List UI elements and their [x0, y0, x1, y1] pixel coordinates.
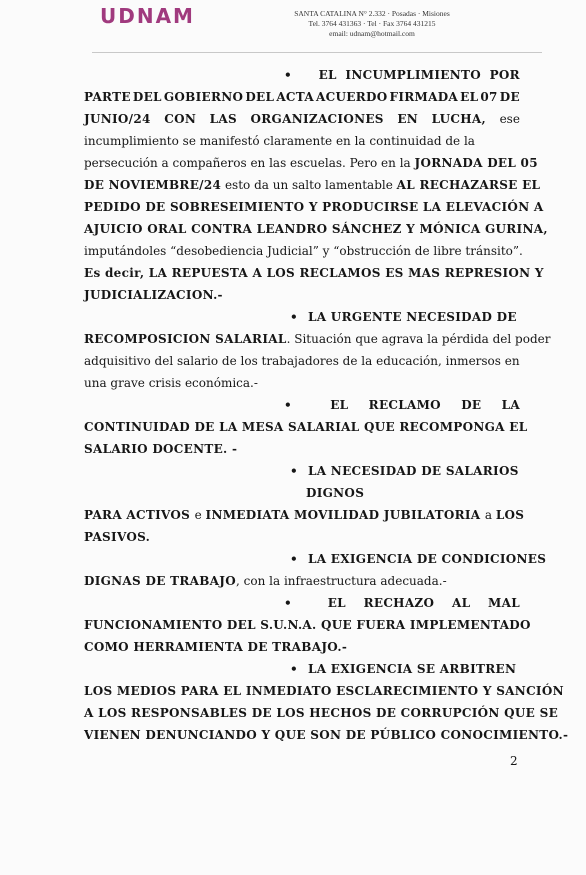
letterhead: [0, 0, 586, 60]
line-segment: esto da un salto lamentable: [221, 178, 397, 192]
text-line: [84, 218, 548, 240]
text-line: [84, 570, 520, 592]
text-line: [84, 262, 544, 284]
word: EL: [318, 68, 337, 82]
word: 07: [480, 90, 498, 104]
line-segment: AL RECHAZARSE EL: [396, 178, 541, 192]
bullet-glyph: •: [290, 310, 298, 324]
word: LAS: [209, 112, 237, 126]
organization-logo: UDNAM: [100, 4, 195, 28]
text-line: [84, 636, 520, 658]
word: DE: [499, 90, 520, 104]
text-line: [84, 438, 520, 460]
text-line: [290, 306, 520, 328]
line-segment: , con la infraestructura adecuada.-: [236, 574, 447, 588]
text-line: [84, 284, 520, 306]
line-text: incumplimiento se manifestó claramente en la continuidad de la: [84, 134, 475, 148]
word: EN: [397, 112, 419, 126]
word: ACTA: [276, 90, 314, 104]
word: AL: [451, 596, 471, 610]
line-segment: DE NOVIEMBRE/24: [84, 178, 222, 192]
word: EL: [327, 596, 346, 610]
line-text: AJUICIO ORAL CONTRA LEANDRO SÁNCHEZ Y MÓNICA GURINA,: [84, 222, 548, 236]
line-text: JUDICIALIZACION.-: [84, 288, 223, 302]
line-text: adquisitivo del salario de los trabajadores de la educación, inmersos en: [84, 354, 520, 368]
word: GOBIERNO: [163, 90, 244, 104]
line-text: LA EXIGENCIA SE ARBITREN: [307, 662, 517, 676]
text-line: [84, 702, 559, 724]
line-segment: . Situación que agrava la pérdida del poder: [286, 332, 551, 346]
word: LUCHA,: [431, 112, 487, 126]
word: DEL: [245, 90, 275, 104]
bullet-glyph: •: [284, 68, 292, 82]
header-divider: [92, 52, 542, 53]
line-text: CONTINUIDAD DE LA MESA SALARIAL QUE RECOMPONGA EL: [84, 420, 528, 434]
line-text: VIENEN DENUNCIANDO Y QUE SON DE PÚBLICO CONOCIMIENTO.-: [84, 728, 569, 742]
word: RECLAMO: [368, 398, 441, 412]
line-text: PEDIDO DE SOBRESEIMIENTO Y PRODUCIRSE LA ELEVACIÓN A: [84, 200, 544, 214]
text-line: [290, 460, 520, 482]
word: JUNIO/24: [84, 112, 151, 126]
text-line: [84, 86, 520, 108]
bullet-glyph: •: [284, 398, 292, 412]
line-text: LA URGENTE NECESIDAD DE: [307, 310, 517, 324]
text-line: [284, 64, 520, 86]
email-line: email: udnam@hotmail.com: [329, 29, 415, 38]
text-line: [290, 658, 520, 680]
text-line: [84, 416, 528, 438]
word: MAL: [488, 596, 520, 610]
bullet-glyph: •: [290, 552, 298, 566]
contact-info: [272, 9, 472, 39]
word: EL: [330, 398, 349, 412]
text-line: [84, 350, 520, 372]
bullet-glyph: •: [290, 662, 298, 676]
text-line: [84, 526, 520, 548]
word: LA: [501, 398, 520, 412]
line-text: FUNCIONAMIENTO DEL S.U.N.A. QUE FUERA IMPLEMENTADO: [84, 618, 531, 632]
text-line: [290, 548, 547, 570]
address-line: SANTA CATALINA N° 2.332 · Posadas · Misiones: [294, 9, 450, 18]
text-line: [84, 240, 523, 262]
text-line: [84, 504, 525, 526]
text-line: [306, 482, 536, 504]
word: CON: [164, 112, 197, 126]
text-line: [284, 592, 520, 614]
text-line: [84, 328, 551, 350]
text-line: [84, 108, 520, 130]
page-number: 2: [510, 754, 518, 768]
text-line: [84, 372, 520, 394]
word: DE: [461, 398, 482, 412]
line-segment: LOS: [495, 508, 525, 522]
word: EL: [460, 90, 479, 104]
text-line: [84, 196, 544, 218]
line-text: LA NECESIDAD DE SALARIOS: [307, 464, 519, 478]
line-segment: a: [484, 508, 496, 522]
line-text: Es decir, LA REPUESTA A LOS RECLAMOS ES MAS REPRESION Y: [84, 266, 544, 280]
line-segment: JORNADA DEL 05: [414, 156, 538, 170]
line-segment: e: [194, 508, 206, 522]
text-line: [84, 130, 520, 152]
bullet-glyph: •: [290, 464, 298, 478]
word: FIRMADA: [389, 90, 459, 104]
word: POR: [489, 68, 520, 82]
line-text: LOS MEDIOS PARA EL INMEDIATO ESCLARECIMIENTO Y SANCIÓN: [84, 684, 564, 698]
line-segment: DIGNAS DE TRABAJO: [84, 574, 237, 588]
word: ACUERDO: [316, 90, 388, 104]
phone-line: Tel. 3764 431363 · Tel · Fax 3764 431215: [308, 19, 436, 28]
text-line: [84, 614, 531, 636]
line-text: COMO HERRAMIENTA DE TRABAJO.-: [84, 640, 348, 654]
line-segment: RECOMPOSICION SALARIAL: [84, 332, 287, 346]
word: ORGANIZACIONES: [250, 112, 384, 126]
word: INCUMPLIMIENTO: [345, 68, 481, 82]
word: DEL: [132, 90, 162, 104]
text-line: [84, 680, 564, 702]
bullet-glyph: •: [284, 596, 292, 610]
text-line: [84, 152, 538, 174]
line-text: DIGNOS: [306, 486, 365, 500]
text-line: [84, 724, 569, 746]
line-segment: INMEDIATA MOVILIDAD JUBILATORIA: [205, 508, 485, 522]
line-text: LA EXIGENCIA DE CONDICIONES: [307, 552, 547, 566]
word: PARTE: [84, 90, 131, 104]
word: RECHAZO: [363, 596, 435, 610]
text-line: [284, 394, 520, 416]
line-text: imputándoles “desobediencia Judicial” y “obstrucción de libre tránsito”.: [84, 244, 523, 258]
line-text: SALARIO DOCENTE. -: [84, 442, 238, 456]
line-text: PASIVOS.: [84, 530, 151, 544]
line-text: A LOS RESPONSABLES DE LOS HECHOS DE CORRUPCIÓN QUE SE: [84, 706, 559, 720]
line-segment: persecución a compañeros en las escuelas. Pero en la: [84, 156, 415, 170]
line-text: una grave crisis económica.-: [84, 376, 258, 390]
text-line: [84, 174, 541, 196]
line-segment: PARA ACTIVOS: [84, 508, 195, 522]
word: ese: [499, 112, 520, 126]
